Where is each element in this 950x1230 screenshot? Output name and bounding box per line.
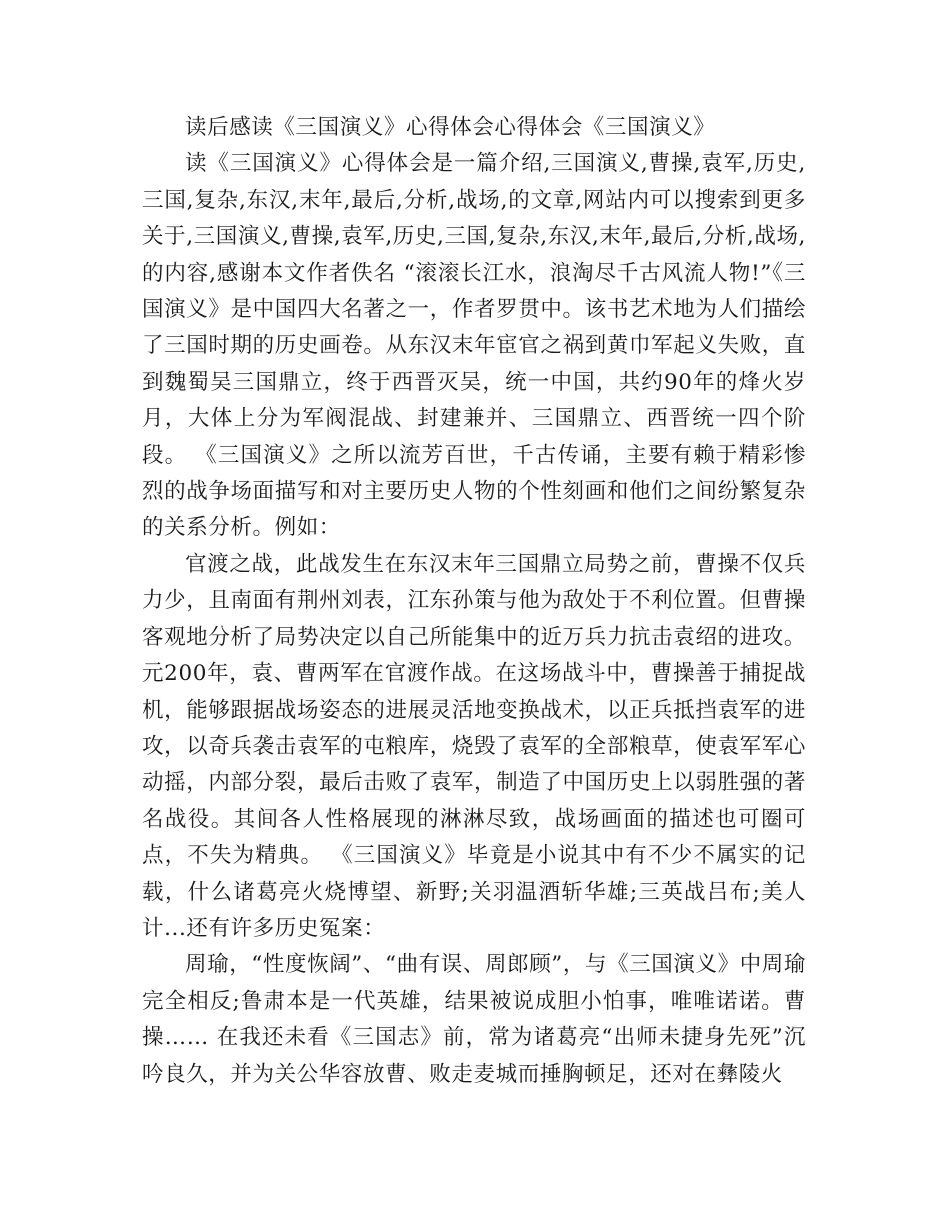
paragraph-intro: 读《三国演义》心得体会是一篇介绍,三国演义,曹操,袁军,历史,三国,复杂,东汉,末年,最后,分析,战场,的文章,网站内可以搜索到更多关于,三国演义,曹操,袁军,历史,三国,复杂,东汉,末年,最后,分析,战场,的内容,感谢本文作者佚名 “滚滚长江水，浪淘尽千古风流人物!”《三国演义》是中国四大名著之一，作者罗贯中。该书艺术地为人们描绘了三国时期的历史画卷。从东汉末年宦官之祸到黄巾军起义失败，直到魏蜀吴三国鼎立，终于西晋灭吴，统一中国，共约90年的烽火岁月，大体上分为军阀混战、封建兼并、三国鼎立、西晋统一四个阶段。 《三国演义》之所以流芳百世，千古传诵，主要有赖于精彩惨烈的战争场面描写和对主要历史人物的个性刻画和他们之间纷繁复杂的关系分析。例如：	[142, 151, 806, 541]
paragraph-title: 读后感读《三国演义》心得体会心得体会《三国演义》	[185, 115, 716, 140]
paragraph-guandu-battle: 官渡之战，此战发生在东汉末年三国鼎立局势之前，曹操不仅兵力少，且南面有荆州刘表，江东孙策与他为敌处于不利位置。但曹操客观地分析了局势决定以自己所能集中的近万兵力抗击袁绍的进攻。元200年，袁、曹两军在官渡作战。在这场战斗中，曹操善于捕捉战机，能够跟据战场姿态的进展灵活地变换战术，以正兵抵挡袁军的进攻，以奇兵袭击袁军的屯粮库，烧毁了袁军的全部粮草，使袁军军心动摇，内部分裂，最后击败了袁军，制造了中国历史上以弱胜强的著名战役。其间各人性格展现的淋淋尽致，战场画面的描述也可圈可点，不失为精典。 《三国演义》毕竟是小说其中有不少不属实的记载，什么诸葛亮火烧博望、新野;关羽温酒斩华雄;三英战吕布;美人计...还有许多历史冤案：	[142, 551, 806, 941]
paragraph-zhou-yu: 周瑜，“性度恢阔”、“曲有误、周郎顾”，与《三国演义》中周瑜完全相反;鲁肃本是一代英雄，结果被说成胆小怕事，唯唯诺诺。曹操…… 在我还未看《三国志》前，常为诸葛亮“出师未捷身先死”沉吟良久，并为关公华容放曹、败走麦城而捶胸顿足，还对在彝陵火	[142, 952, 806, 1087]
document-body	[142, 110, 806, 1093]
